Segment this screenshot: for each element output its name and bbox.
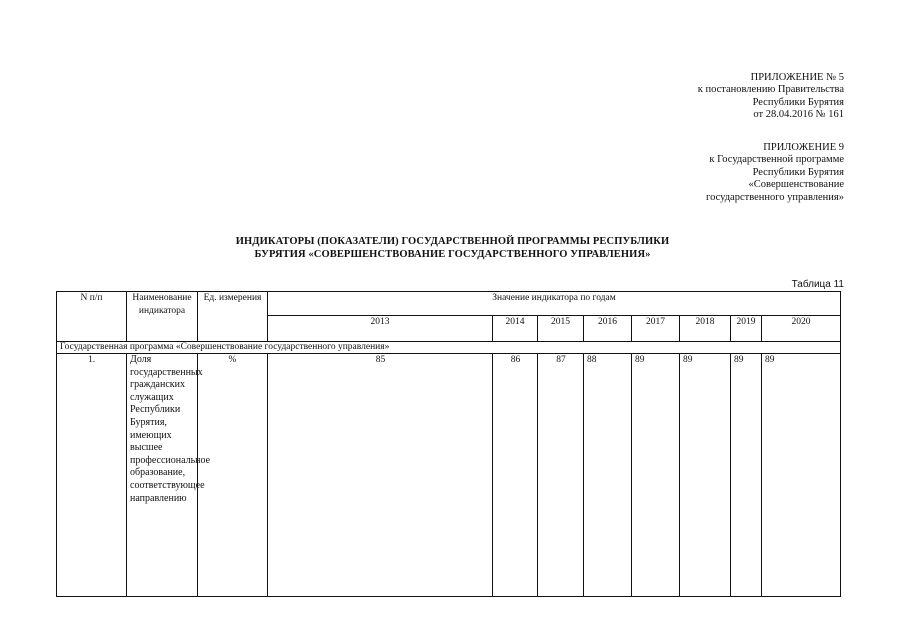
row-name: Доля государственных гражданских служащих Республики Бурятия, имеющих высшее профессиональное образование, соответствующее направлению [127,354,198,597]
indicators-table [56,291,841,597]
header-year: 2014 [493,316,538,342]
table-label: Таблица 11 [791,279,844,290]
appendix-9-line-3: Республики Бурятия [752,166,844,178]
appendix-9-line-5: государственного управления» [706,191,844,203]
row-value-2018: 89 [680,354,731,597]
appendix-9-line-4: «Совершенствование [748,179,844,191]
appendix-5-line-1: ПРИЛОЖЕНИЕ № 5 [750,72,844,83]
document-title-line-2: БУРЯТИЯ «СОВЕРШЕНСТВОВАНИЕ ГОСУДАРСТВЕННОГО УПРАВЛЕНИЯ» [254,249,651,260]
appendix-5-line-2: к постановлению Правительства [697,84,844,96]
document-title-line-1: ИНДИКАТОРЫ (ПОКАЗАТЕЛИ) ГОСУДАРСТВЕННОЙ ПРОГРАММЫ РЕСПУБЛИКИ [235,236,670,247]
header-unit: Ед. измерения [198,292,268,342]
table-header-row [57,292,841,316]
program-name: Государственная программа «Совершенствование государственного управления» [57,342,841,354]
header-year: 2020 [762,316,841,342]
appendix-9-line-2: к Государственной программе [709,154,844,166]
row-value-2014: 86 [493,354,538,597]
header-name: Наименование индикатора [127,292,198,342]
appendix-5-header [698,72,844,122]
document-title [0,235,905,261]
row-value-2019: 89 [731,354,762,597]
header-year: 2019 [731,316,762,342]
header-year: 2018 [680,316,731,342]
row-num: 1. [57,354,127,597]
appendix-5-line-4: от 28.04.2016 № 161 [753,109,844,121]
row-value-2020: 89 [762,354,841,597]
appendix-9-header [706,142,844,204]
row-value-2015: 87 [538,354,584,597]
header-year: 2017 [632,316,680,342]
table-row [57,354,841,597]
appendix-9-line-1: ПРИЛОЖЕНИЕ 9 [763,142,844,153]
row-unit: % [198,354,268,597]
program-row [57,342,841,354]
row-value-2017: 89 [632,354,680,597]
header-values-group: Значение индикатора по годам [268,292,841,316]
row-value-2016: 88 [584,354,632,597]
appendix-5-line-3: Республики Бурятия [752,96,844,108]
header-num: N п/п [57,292,127,342]
row-value-2013: 85 [268,354,493,597]
header-year: 2016 [584,316,632,342]
header-year: 2013 [268,316,493,342]
header-year: 2015 [538,316,584,342]
